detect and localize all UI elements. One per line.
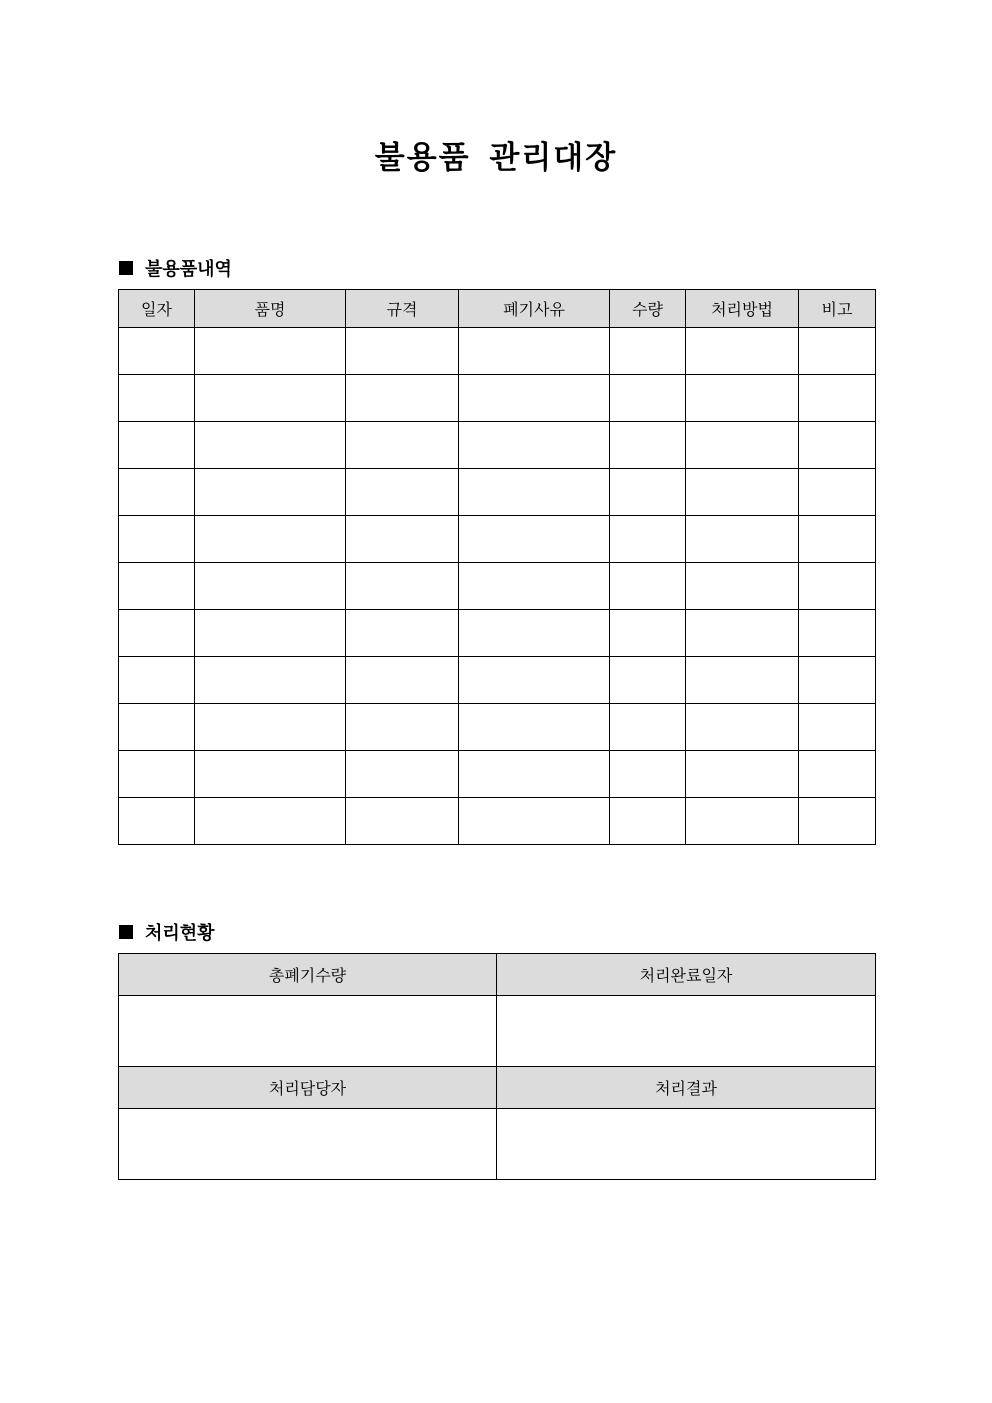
cell-quantity[interactable] — [610, 422, 686, 469]
completion-date-cell[interactable] — [497, 996, 876, 1067]
cell-handling-method[interactable] — [686, 375, 799, 422]
cell-item-name[interactable] — [195, 610, 346, 657]
cell-handling-method[interactable] — [686, 657, 799, 704]
cell-handling-method[interactable] — [686, 422, 799, 469]
cell-disposal-reason[interactable] — [459, 375, 610, 422]
table-row — [119, 375, 876, 422]
table-row — [119, 563, 876, 610]
cell-date[interactable] — [119, 657, 195, 704]
cell-quantity[interactable] — [610, 563, 686, 610]
items-table — [118, 289, 876, 845]
table-row — [119, 328, 876, 375]
column-header-remarks: 비고 — [799, 290, 876, 328]
cell-item-name[interactable] — [195, 751, 346, 798]
cell-disposal-reason[interactable] — [459, 516, 610, 563]
cell-handling-method[interactable] — [686, 563, 799, 610]
cell-remarks[interactable] — [799, 610, 876, 657]
table-row — [119, 704, 876, 751]
cell-handling-method[interactable] — [686, 516, 799, 563]
cell-remarks[interactable] — [799, 798, 876, 845]
cell-spec[interactable] — [346, 469, 459, 516]
status-value-row — [119, 996, 876, 1067]
cell-date[interactable] — [119, 328, 195, 375]
cell-disposal-reason[interactable] — [459, 328, 610, 375]
page-title: 불용품 관리대장 — [374, 140, 618, 176]
cell-spec[interactable] — [346, 610, 459, 657]
cell-date[interactable] — [119, 704, 195, 751]
status-label-row — [119, 1067, 876, 1109]
cell-remarks[interactable] — [799, 469, 876, 516]
cell-spec[interactable] — [346, 798, 459, 845]
cell-item-name[interactable] — [195, 422, 346, 469]
cell-disposal-reason[interactable] — [459, 563, 610, 610]
column-header-item-name: 품명 — [195, 290, 346, 328]
column-header-quantity: 수량 — [610, 290, 686, 328]
cell-spec[interactable] — [346, 516, 459, 563]
column-header-handling-method: 처리방법 — [686, 290, 799, 328]
table-row — [119, 798, 876, 845]
cell-handling-method[interactable] — [686, 704, 799, 751]
table-row — [119, 516, 876, 563]
cell-disposal-reason[interactable] — [459, 657, 610, 704]
cell-date[interactable] — [119, 563, 195, 610]
cell-item-name[interactable] — [195, 375, 346, 422]
status-label-row — [119, 954, 876, 996]
cell-spec[interactable] — [346, 375, 459, 422]
section-heading-status-label: 처리현황 — [145, 923, 215, 944]
cell-spec[interactable] — [346, 704, 459, 751]
table-row — [119, 469, 876, 516]
cell-handling-method[interactable] — [686, 798, 799, 845]
cell-item-name[interactable] — [195, 469, 346, 516]
section-heading-status — [119, 919, 215, 945]
column-header-disposal-reason: 폐기사유 — [459, 290, 610, 328]
cell-item-name[interactable] — [195, 798, 346, 845]
cell-handling-method[interactable] — [686, 469, 799, 516]
handling-result-label: 처리결과 — [497, 1067, 876, 1109]
square-bullet-icon — [119, 925, 133, 939]
cell-remarks[interactable] — [799, 375, 876, 422]
cell-disposal-reason[interactable] — [459, 798, 610, 845]
cell-date[interactable] — [119, 751, 195, 798]
cell-item-name[interactable] — [195, 657, 346, 704]
table-row — [119, 610, 876, 657]
cell-remarks[interactable] — [799, 563, 876, 610]
cell-date[interactable] — [119, 516, 195, 563]
cell-item-name[interactable] — [195, 563, 346, 610]
status-value-row — [119, 1109, 876, 1180]
cell-item-name[interactable] — [195, 704, 346, 751]
cell-handling-method[interactable] — [686, 610, 799, 657]
cell-quantity[interactable] — [610, 328, 686, 375]
cell-quantity[interactable] — [610, 469, 686, 516]
column-header-spec: 규격 — [346, 290, 459, 328]
section-heading-items-label: 불용품내역 — [145, 259, 232, 280]
table-row — [119, 657, 876, 704]
cell-quantity[interactable] — [610, 798, 686, 845]
person-in-charge-cell[interactable] — [119, 1109, 497, 1180]
items-table-header-row — [119, 290, 876, 328]
cell-spec[interactable] — [346, 422, 459, 469]
cell-remarks[interactable] — [799, 657, 876, 704]
items-table-body — [119, 328, 876, 845]
cell-date[interactable] — [119, 610, 195, 657]
cell-date[interactable] — [119, 469, 195, 516]
cell-remarks[interactable] — [799, 751, 876, 798]
cell-quantity[interactable] — [610, 516, 686, 563]
cell-disposal-reason[interactable] — [459, 751, 610, 798]
cell-spec[interactable] — [346, 657, 459, 704]
cell-date[interactable] — [119, 422, 195, 469]
cell-spec[interactable] — [346, 563, 459, 610]
cell-disposal-reason[interactable] — [459, 469, 610, 516]
cell-spec[interactable] — [346, 328, 459, 375]
cell-date[interactable] — [119, 375, 195, 422]
cell-handling-method[interactable] — [686, 328, 799, 375]
total-disposal-quantity-label: 총폐기수량 — [119, 954, 497, 996]
status-table — [118, 953, 876, 1180]
cell-item-name[interactable] — [195, 516, 346, 563]
cell-quantity[interactable] — [610, 657, 686, 704]
completion-date-label: 처리완료일자 — [497, 954, 876, 996]
cell-remarks[interactable] — [799, 516, 876, 563]
cell-quantity[interactable] — [610, 375, 686, 422]
cell-item-name[interactable] — [195, 328, 346, 375]
cell-disposal-reason[interactable] — [459, 422, 610, 469]
square-bullet-icon — [119, 261, 133, 275]
table-row — [119, 422, 876, 469]
cell-quantity[interactable] — [610, 751, 686, 798]
cell-disposal-reason[interactable] — [459, 704, 610, 751]
cell-handling-method[interactable] — [686, 751, 799, 798]
cell-spec[interactable] — [346, 751, 459, 798]
cell-remarks[interactable] — [799, 328, 876, 375]
section-heading-items — [119, 255, 232, 281]
column-header-date: 일자 — [119, 290, 195, 328]
cell-date[interactable] — [119, 798, 195, 845]
total-disposal-quantity-cell[interactable] — [119, 996, 497, 1067]
table-row — [119, 751, 876, 798]
cell-disposal-reason[interactable] — [459, 610, 610, 657]
handling-result-cell[interactable] — [497, 1109, 876, 1180]
cell-remarks[interactable] — [799, 704, 876, 751]
cell-quantity[interactable] — [610, 610, 686, 657]
cell-remarks[interactable] — [799, 422, 876, 469]
cell-quantity[interactable] — [610, 704, 686, 751]
person-in-charge-label: 처리담당자 — [119, 1067, 497, 1109]
